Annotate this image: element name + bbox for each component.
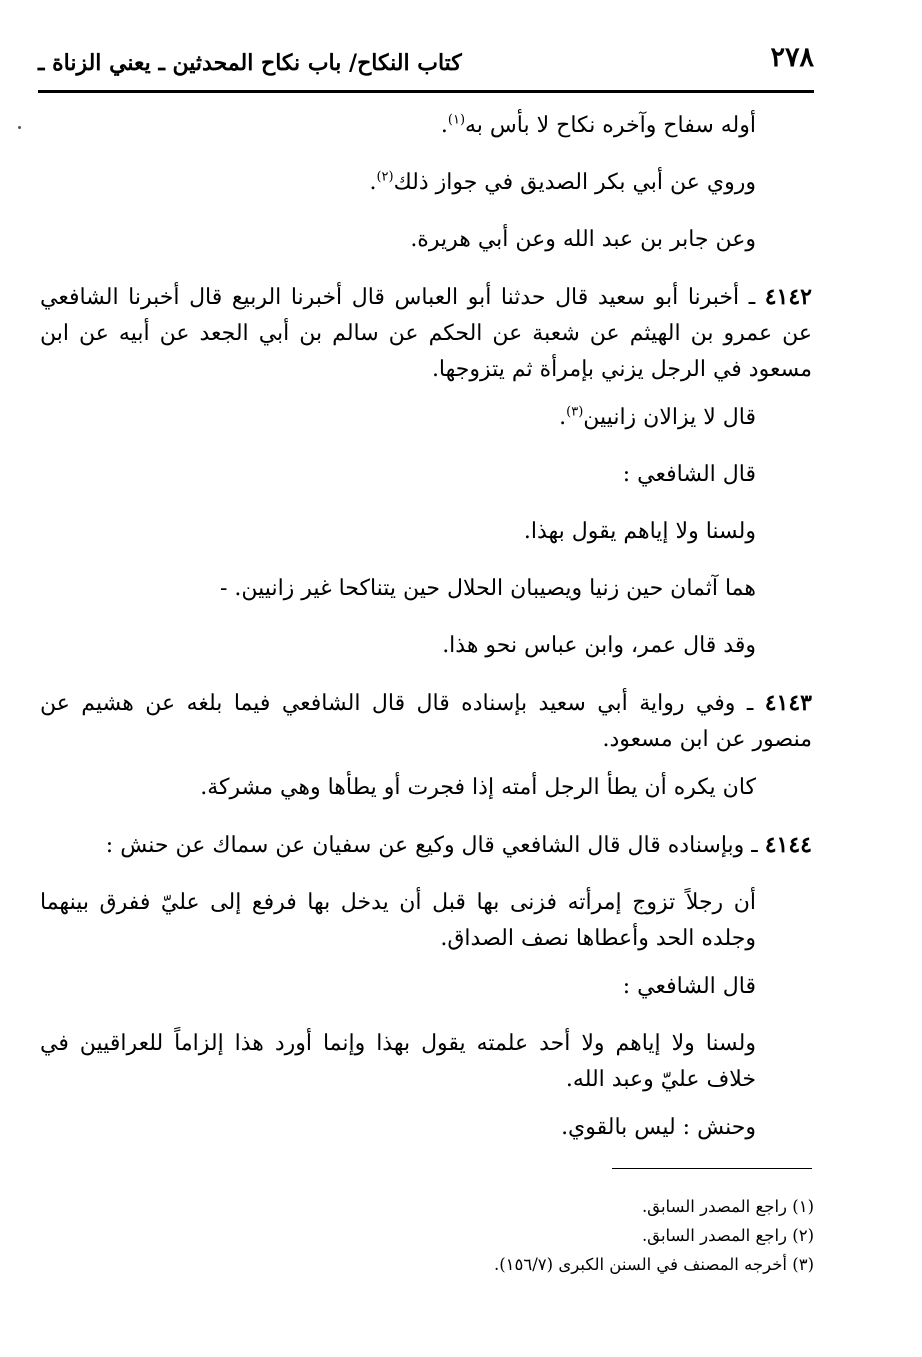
page-number: ٢٧٨ <box>770 42 814 73</box>
footnote-ref-1: (١) <box>447 112 466 128</box>
footnote-ref-2: (٢) <box>376 169 394 185</box>
page-header <box>38 38 814 93</box>
paragraph-6: قال الشافعي : <box>622 462 756 487</box>
hadith-4142: ٤١٤٢ ـ أخبرنا أبو سعيد قال حدثنا أبو العباس قال أخبرنا الربيع قال أخبرنا الشافعي عن عمرو بن الهيثم عن شعبة عن الحكم عن سالم بن أبي الجعد عن أبيه عن ابن مسعود في الرجل يزني بإمرأة ثم يتزوجها. <box>40 284 812 382</box>
hadith-4144: ٤١٤٤ ـ وبإسناده قال قال الشافعي قال وكيع عن سفيان عن سماك عن حنش : <box>105 832 812 858</box>
footnote-2: (٢) راجع المصدر السابق. <box>641 1226 814 1245</box>
paragraph-8: هما آثمان حين زنيا ويصيبان الحلال حين يتناكحا غير زانيين. ‐ <box>220 576 756 601</box>
main-text <box>40 108 812 1167</box>
paragraph-1: أوله سفاح وآخره نكاح لا بأس به$^{(١)}$. <box>440 112 756 138</box>
running-title: كتاب النكاح/ باب نكاح المحدثين ـ يعني الزناة ـ <box>38 50 462 76</box>
hadith-number: ٤١٤٣ <box>764 690 812 716</box>
paragraph-5: قال لا يزالان زانيين$^{(٣)}$. <box>559 404 756 430</box>
footnote-3: (٣) أخرجه المصنف في السنن الكبرى (١٥٦/٧). <box>493 1255 814 1274</box>
footnotes <box>300 1194 814 1281</box>
hadith-number: ٤١٤٤ <box>764 832 812 858</box>
footnote-1: (١) راجع المصدر السابق. <box>641 1197 814 1216</box>
paragraph-14: قال الشافعي : <box>622 974 756 999</box>
paragraph-15: ولسنا ولا إياهم ولا أحد علمته يقول بهذا وإنما أورد هذا إلزاماً للعراقيين في خلاف عليّ وعبد الله. <box>40 1031 756 1092</box>
paragraph-11: كان يكره أن يطأ الرجل أمته إذا فجرت أو يطأها وهي مشركة. <box>200 775 756 800</box>
footnote-divider <box>612 1168 812 1169</box>
paragraph-7: ولسنا ولا إياهم يقول بهذا. <box>523 519 756 544</box>
footnote-ref-3: (٣) <box>566 404 584 420</box>
paragraph-3: وعن جابر بن عبد الله وعن أبي هريرة. <box>410 227 756 252</box>
scan-speck <box>18 126 21 129</box>
hadith-number: ٤١٤٢ <box>764 284 812 310</box>
paragraph-2: وروي عن أبي بكر الصديق في جواز ذلك$^{(٢)}$. <box>369 169 756 195</box>
paragraph-13: أن رجلاً تزوج إمرأته فزنى بها قبل أن يدخل بها فرفع إلى عليّ ففرق بينهما وجلده الحد وأعطاها نصف الصداق. <box>40 890 756 951</box>
paragraph-9: وقد قال عمر، وابن عباس نحو هذا. <box>442 633 756 658</box>
paragraph-16: وحنش : ليس بالقوي. <box>561 1115 756 1140</box>
hadith-4143: ٤١٤٣ ـ وفي رواية أبي سعيد بإسناده قال قال الشافعي فيما بلغه عن هشيم عن منصور عن ابن مسعود. <box>40 690 812 752</box>
